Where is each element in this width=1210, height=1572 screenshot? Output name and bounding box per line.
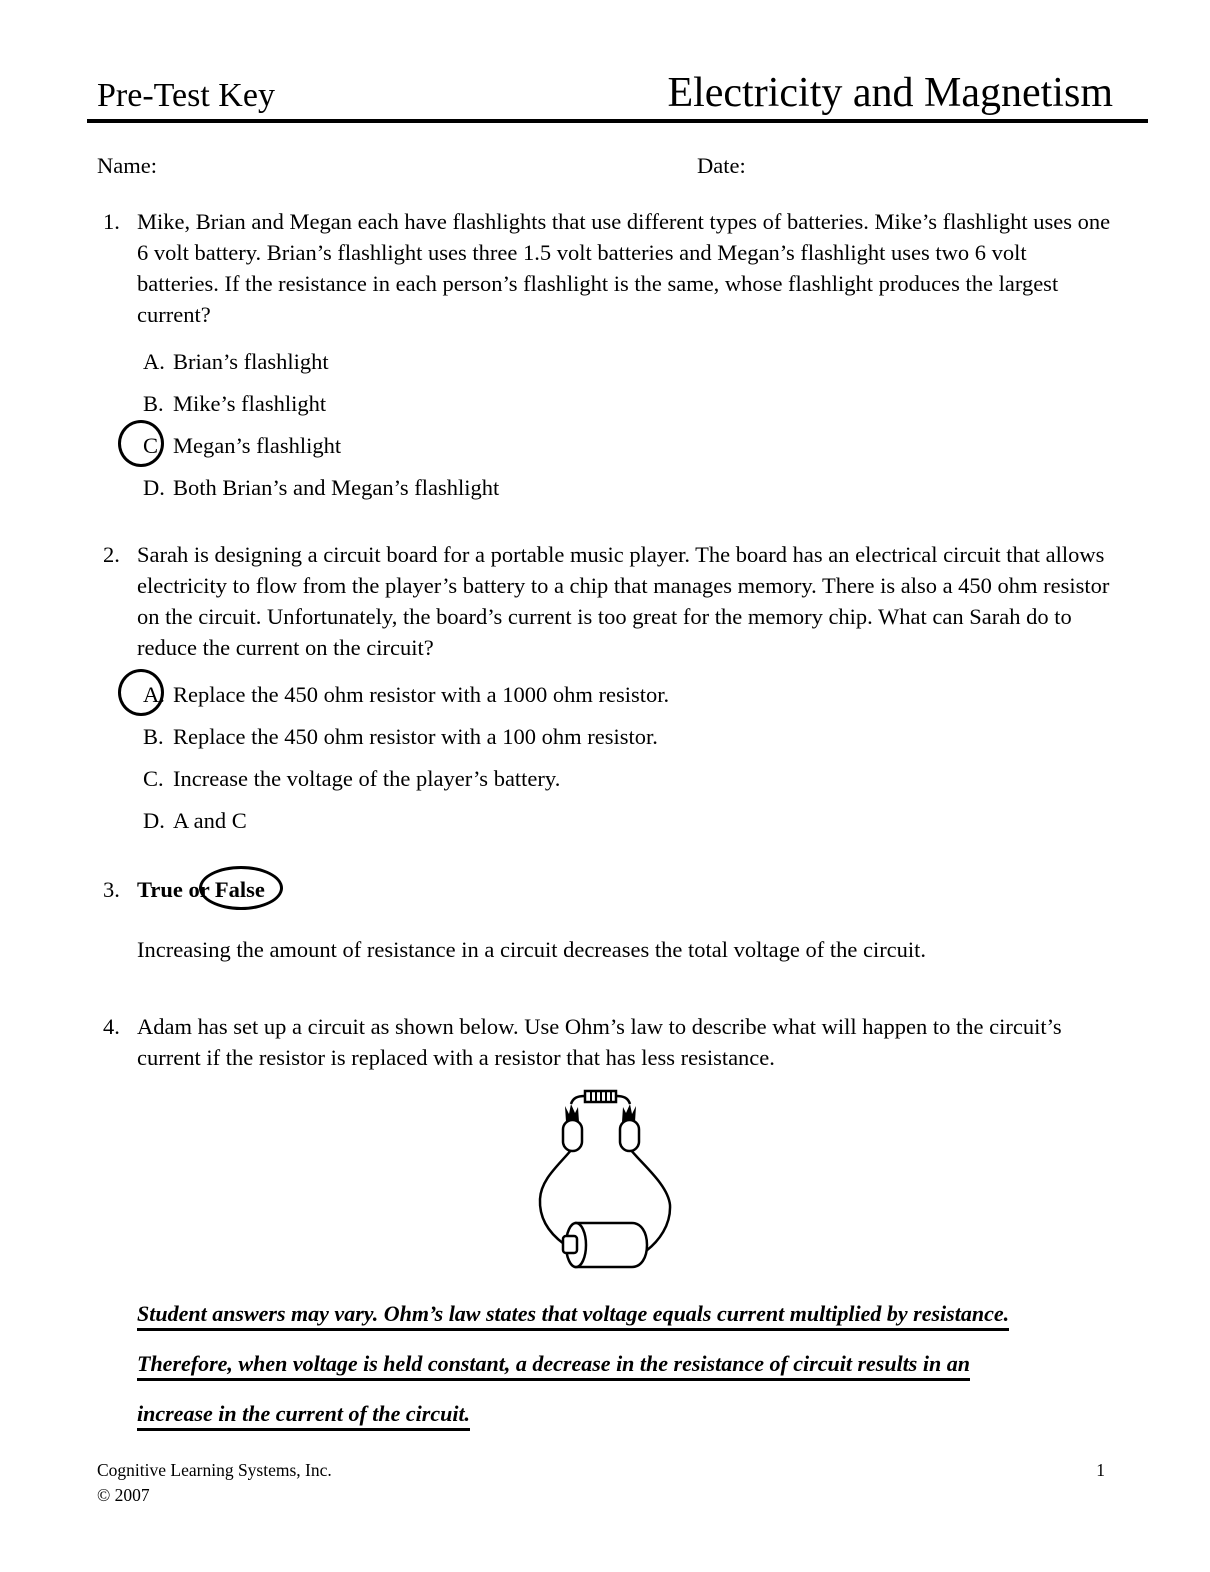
resistor-icon (571, 1091, 630, 1104)
option-letter: D. (143, 808, 165, 833)
option-letter-circled-answer: A. (143, 679, 173, 710)
option-row (143, 763, 1113, 794)
question-text: Adam has set up a circuit as shown below. Use Ohm’s law to describe what will happen to the circuit’s current if the resistor is replaced with a resistor that has less resistance. (137, 1014, 1062, 1070)
circled-answer-word: False (215, 874, 265, 905)
question-number: 2. (103, 542, 120, 567)
page-header (87, 72, 1148, 123)
footer-company: Cognitive Learning Systems, Inc. (97, 1460, 332, 1480)
option-row (143, 472, 1113, 503)
question-number: 3. (103, 877, 120, 902)
battery-terminal (563, 1236, 577, 1253)
option-letter: C. (143, 766, 164, 791)
answer-line: Student answers may vary. Ohm’s law states that voltage equals current multiplied by resistance. (137, 1299, 1113, 1329)
answer-key-section (137, 1299, 1113, 1429)
option-row (143, 346, 1113, 377)
question-text: Mike, Brian and Megan each have flashlights that use different types of batteries. Mike’s flashlight uses one 6 volt battery. Brian’s flashlight uses three 1.5 volt batteries and Megan’s flashlight uses two 6 volt batteries. If the resistance in each person’s flashlight is the same, whose flashlight produces the largest current? (137, 209, 1111, 327)
option-text: Replace the 450 ohm resistor with a 1000 ohm resistor. (173, 682, 670, 707)
unit-title: Electricity and Magnetism (667, 70, 1113, 116)
option-row (143, 388, 1113, 419)
option-text: A and C (173, 808, 247, 833)
question-number: 1. (103, 209, 120, 234)
circuit-illustration (535, 1083, 675, 1273)
page-number: 1 (1096, 1460, 1105, 1480)
option-letter: D. (143, 475, 165, 500)
option-row (143, 721, 1113, 752)
clip-handle-right (620, 1120, 639, 1151)
question-2 (97, 539, 1113, 836)
question-number: 4. (103, 1014, 120, 1039)
option-text: Increase the voltage of the player’s battery. (173, 766, 561, 791)
document-title: Pre-Test Key (97, 77, 275, 115)
options-list (143, 346, 1113, 503)
option-text: Megan’s flashlight (173, 433, 342, 458)
option-row (143, 430, 1113, 461)
option-text: Mike’s flashlight (173, 391, 327, 416)
question-text: Sarah is designing a circuit board for a portable music player. The board has an electrical circuit that allows electricity to flow from the player’s battery to a chip that manages memory. There is also a 450 ohm resistor on the circuit. Unfortunately, the board’s current is too great for the memory chip. What can Sarah do to reduce the current on the circuit? (137, 542, 1110, 660)
option-letter: B. (143, 724, 164, 749)
page-footer (97, 1458, 1113, 1508)
option-letter: A. (143, 349, 165, 374)
answer-line: increase in the current of the circuit. (137, 1399, 1113, 1429)
footer-copyright: © 2007 (97, 1485, 150, 1505)
true-false-prompt (137, 874, 1113, 905)
options-list (143, 679, 1113, 836)
question-3 (97, 874, 1113, 965)
option-row (143, 805, 1113, 836)
option-text: Both Brian’s and Megan’s flashlight (173, 475, 500, 500)
option-text: Brian’s flashlight (173, 349, 329, 374)
name-date-row (97, 153, 1113, 182)
question-1 (97, 206, 1113, 503)
wire-left (540, 1149, 572, 1244)
option-text: Replace the 450 ohm resistor with a 100 ohm resistor. (173, 724, 658, 749)
statement-text: Increasing the amount of resistance in a circuit decreases the total voltage of the circuit. (137, 937, 927, 962)
name-label: Name: (97, 153, 157, 178)
date-label: Date: (697, 153, 746, 178)
option-letter: B. (143, 391, 164, 416)
answer-line: Therefore, when voltage is held constant, a decrease in the resistance of circuit results in an (137, 1349, 1113, 1379)
question-4 (97, 1011, 1113, 1273)
option-row (143, 679, 1113, 710)
option-letter-circled-answer: C. (143, 430, 173, 461)
clip-handle-left (563, 1120, 582, 1151)
circuit-figure (535, 1083, 675, 1273)
prompt-prefix: True or (137, 877, 210, 902)
